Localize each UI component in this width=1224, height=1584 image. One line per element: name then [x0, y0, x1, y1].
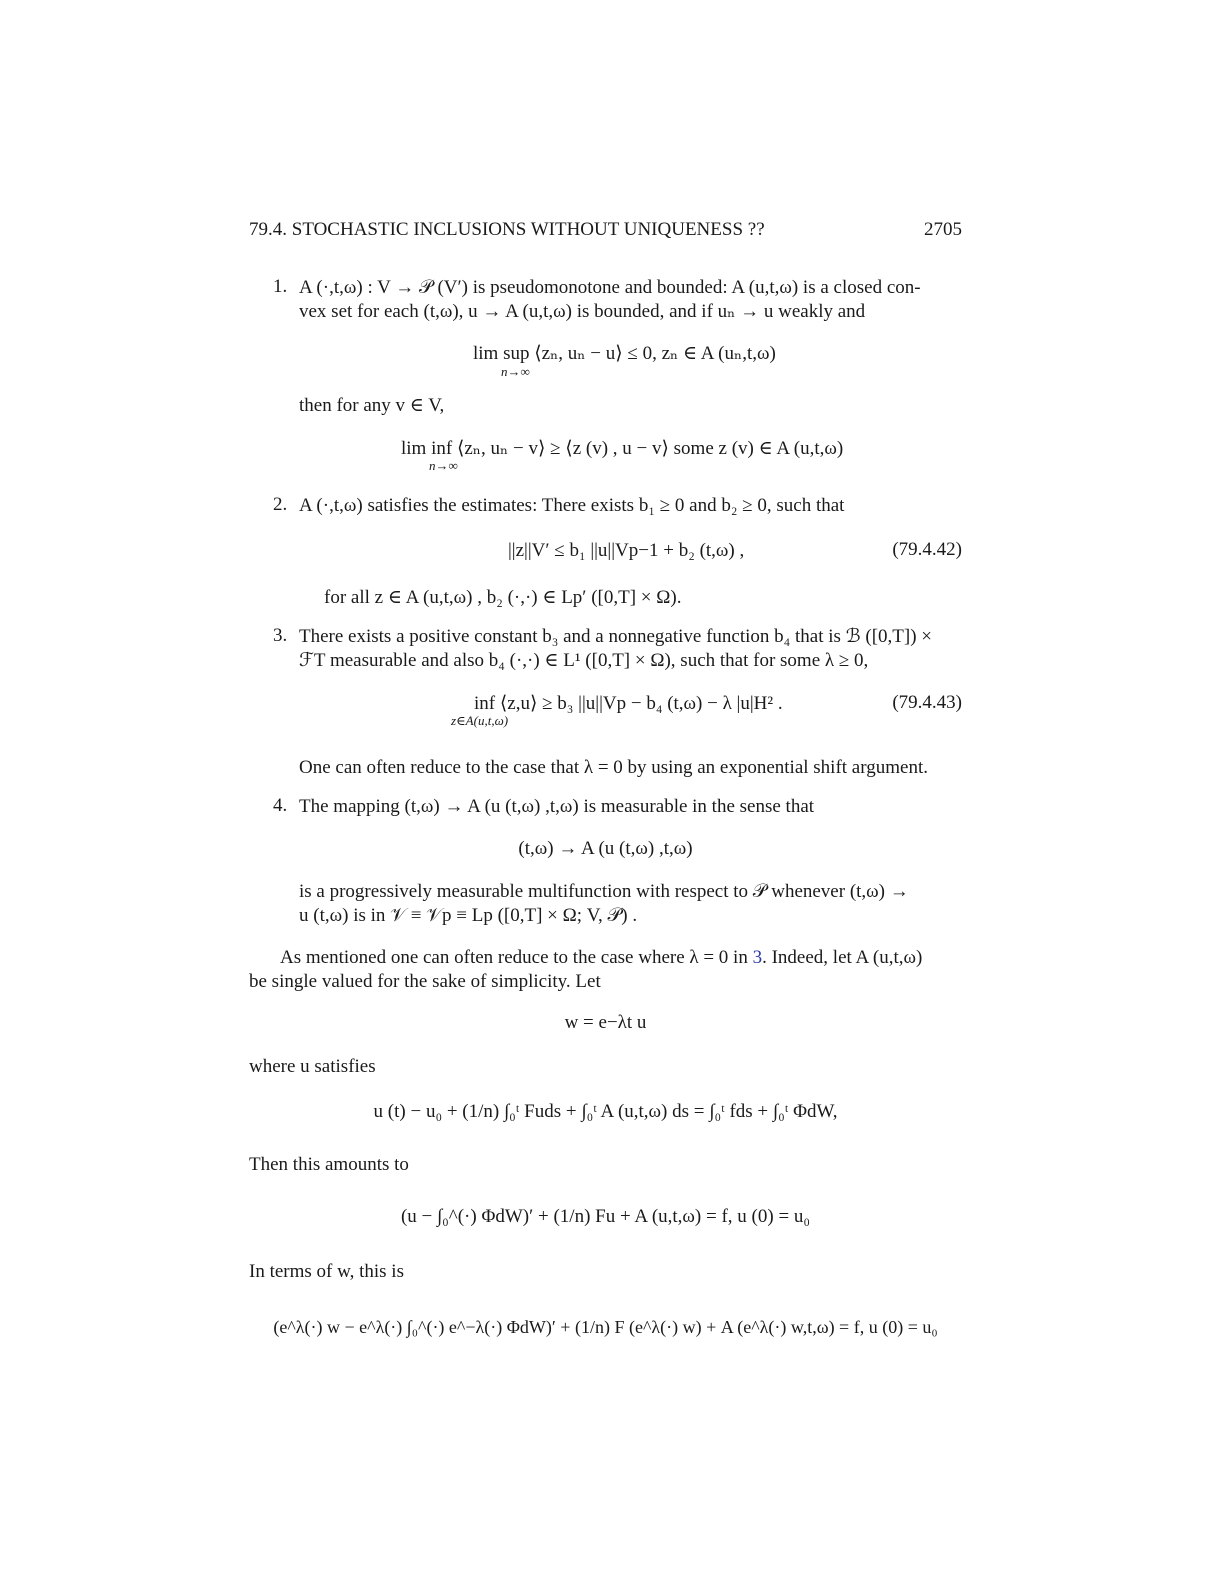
- equation-79-4-43: inf ⟨z,u⟩ ≥ b₃ ||u||Vp − b₄ (t,ω) − λ |u|H² .: [474, 693, 783, 714]
- limsup-subscript: n→∞: [501, 364, 530, 379]
- item-3-line-2: ℱT measurable and also b₄ (·,·) ∈ L¹ ([0,T] × Ω), such that for some λ ≥ 0,: [299, 650, 869, 671]
- item-4-line-3: u (t,ω) is in 𝒱 ≡ 𝒱p ≡ Lp ([0,T] × Ω; V, 𝒫) .: [299, 905, 638, 926]
- item-number: 4.: [273, 795, 288, 816]
- item-reference-link[interactable]: 3: [752, 947, 763, 968]
- item-1-equation-liminf: lim inf ⟨zₙ, uₙ − v⟩ ≥ ⟨z (v) , u − v⟩ some z (v) ∈ A (u,t,ω): [401, 438, 844, 459]
- item-number: 2.: [273, 494, 288, 515]
- paragraph-text-b: . Indeed, let A (u,t,ω): [762, 947, 923, 968]
- liminf-subscript: n→∞: [429, 458, 458, 473]
- item-3-line-3: One can often reduce to the case that λ = 0 by using an exponential shift argument.: [299, 757, 928, 778]
- paragraph-line-2: be single valued for the sake of simplicity. Let: [249, 971, 601, 992]
- inf-subscript: z∈A(u,t,ω): [451, 713, 509, 728]
- item-2-line-1: A (·,t,ω) satisfies the estimates: There exists b₁ ≥ 0 and b₂ ≥ 0, such that: [299, 495, 845, 516]
- item-4-equation: (t,ω) → A (u (t,ω) ,t,ω): [518, 838, 693, 859]
- item-1-line-2: vex set for each (t,ω), u → A (u,t,ω) is bounded, and if uₙ → u weakly and: [299, 301, 866, 322]
- item-number: 1.: [273, 276, 288, 297]
- page-number: 2705: [924, 219, 962, 240]
- equation-derivative-form: (u − ∫₀^(·) ΦdW)′ + (1/n) Fu + A (u,t,ω) = f, u (0) = u₀: [400, 1206, 811, 1227]
- item-2-line-2: for all z ∈ A (u,t,ω) , b₂ (·,·) ∈ Lp′ ([0,T] × Ω).: [324, 587, 682, 608]
- item-3-line-1: There exists a positive constant b₃ and a nonnegative function b₄ that is ℬ ([0,T]) ×: [299, 626, 933, 647]
- paragraph-text-a: As mentioned one can often reduce to the case where λ = 0 in: [280, 947, 753, 968]
- where-text: where u satisfies: [249, 1056, 376, 1077]
- item-1-equation-limsup: lim sup ⟨zₙ, uₙ − u⟩ ≤ 0, zₙ ∈ A (uₙ,t,ω): [473, 343, 776, 364]
- item-4-line-1: The mapping (t,ω) → A (u (t,ω) ,t,ω) is measurable in the sense that: [299, 796, 815, 817]
- running-header: 79.4. STOCHASTIC INCLUSIONS WITHOUT UNIQUENESS ??: [249, 219, 765, 240]
- equation-number: (79.4.42): [892, 539, 962, 560]
- equation-w-definition: w = e−λt u: [564, 1012, 647, 1033]
- paragraph-line-1: [280, 946, 922, 970]
- equation-number: (79.4.43): [892, 692, 962, 713]
- equation-w-form: (e^λ(·) w − e^λ(·) ∫₀^(·) e^−λ(·) ΦdW)′ + (1/n) F (e^λ(·) w) + A (e^λ(·) w,t,ω) = f, u (0) = u₀: [273, 1317, 938, 1337]
- equation-79-4-42: ||z||V′ ≤ b₁ ||u||Vp−1 + b₂ (t,ω) ,: [508, 540, 745, 561]
- in-terms-text: In terms of w, this is: [249, 1261, 404, 1282]
- equation-u-integral: u (t) − u₀ + (1/n) ∫₀ᵗ Fuds + ∫₀ᵗ A (u,t,ω) ds = ∫₀ᵗ fds + ∫₀ᵗ ΦdW,: [373, 1101, 838, 1122]
- item-1-line-1: A (·,t,ω) : V → 𝒫 (V′) is pseudomonotone and bounded: A (u,t,ω) is a closed con-: [299, 277, 921, 298]
- item-1-line-3: then for any v ∈ V,: [299, 395, 445, 416]
- item-4-line-2: is a progressively measurable multifunction with respect to 𝒫 whenever (t,ω) →: [299, 881, 909, 902]
- item-number: 3.: [273, 625, 288, 646]
- then-text: Then this amounts to: [249, 1154, 409, 1175]
